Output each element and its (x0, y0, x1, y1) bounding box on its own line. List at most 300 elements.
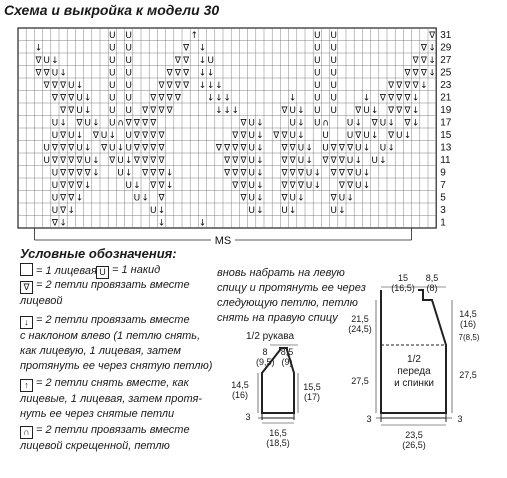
chart-symbol: ∇ (224, 155, 231, 166)
chart-symbol: ∇ (330, 168, 337, 179)
chart-symbol: U (379, 118, 387, 129)
chart-symbol: ∇ (240, 118, 247, 129)
chart-symbol: ∇ (60, 155, 67, 166)
row-number: 25 (440, 67, 452, 79)
chart-symbol: ∇ (142, 168, 149, 179)
chart-symbol: ∇ (240, 155, 247, 166)
body-bottom-width: 23,5 (26,5) (402, 430, 426, 450)
chart-symbol: U (109, 80, 116, 91)
chart-symbol: ↓ (157, 218, 166, 229)
chart-symbol: ∇ (347, 168, 354, 179)
chart-symbol: ↓ (362, 93, 371, 104)
chart-symbol: ∇ (273, 130, 280, 141)
chart-symbol: ∇ (289, 155, 296, 166)
chart-symbol: U (51, 193, 59, 204)
chart-symbol: U (109, 143, 116, 154)
chart-symbol: U (43, 55, 50, 66)
chart-symbol: ∇ (281, 155, 288, 166)
chart-symbol: U (84, 155, 91, 166)
chart-symbol: U (346, 118, 354, 129)
chart-symbol: ∇ (232, 130, 239, 141)
chart-symbol: ↓ (215, 80, 223, 91)
chart-symbol: U (51, 168, 59, 179)
chart-symbol: U (133, 193, 141, 204)
chart-symbol: U (330, 205, 337, 216)
chart-symbol: ↓ (297, 105, 305, 116)
chart-symbol: ↓ (198, 43, 207, 54)
chart-symbol: ∇ (240, 143, 247, 154)
chart-symbol: U (109, 93, 116, 104)
chart-symbol: ∇ (347, 180, 354, 191)
body-bottom-height-right: 3 (457, 414, 463, 424)
chart-symbol: U (322, 143, 329, 154)
chart-symbol: ∇ (240, 180, 247, 191)
chart-symbol: ∇ (68, 193, 75, 204)
k2tog-tbl-symbol: ∩ (20, 426, 33, 439)
chart-symbol: ∇ (330, 193, 337, 204)
chart-symbol: ↓ (354, 118, 363, 129)
chart-symbol: ↓ (313, 168, 322, 179)
chart-symbol: ∇ (297, 180, 304, 191)
chart-symbol: ∇ (355, 130, 362, 141)
chart-symbol: ∇ (60, 130, 67, 141)
chart-symbol: ∇ (215, 143, 222, 154)
chart-symbol: ∇ (289, 168, 296, 179)
chart-symbol: ∇ (150, 143, 157, 154)
chart-symbol: ↓ (411, 93, 420, 104)
chart-symbol: U (330, 68, 337, 79)
chart-symbol: ↓ (141, 193, 149, 204)
chart-symbol: ∇ (166, 68, 173, 79)
chart-symbol: ↓ (428, 68, 436, 79)
chart-symbol: ∇ (338, 180, 345, 191)
sleeve-bottom-height: 3 (245, 412, 251, 422)
chart-symbol: ∇ (68, 105, 75, 116)
s2kp-symbol: ↑ (20, 379, 33, 392)
row-number: 31 (440, 30, 452, 41)
chart-symbol: ↓ (411, 118, 420, 129)
chart-symbol: ∇ (412, 55, 419, 66)
chart-symbol: ∇ (84, 168, 91, 179)
chart-symbol: ∇ (396, 80, 403, 91)
row-number: 23 (440, 80, 452, 91)
chart-symbol: ∇ (396, 105, 403, 116)
chart-symbol: ∇ (281, 143, 288, 154)
row-number: 3 (440, 205, 446, 216)
chart-symbol: U (150, 205, 157, 216)
chart-symbol: ∇ (150, 130, 157, 141)
chart-symbol: ↓ (83, 180, 92, 191)
chart-symbol: U (109, 43, 116, 54)
sleeve-left-height: 14,5 (16) (231, 380, 249, 400)
row-number: 7 (440, 180, 446, 191)
chart-symbol: ∇ (240, 193, 247, 204)
chart-symbol: U (51, 118, 59, 129)
chart-symbol: ↓ (83, 143, 92, 154)
chart-symbol: ∇ (412, 80, 419, 91)
chart-symbol: ↓ (67, 205, 76, 216)
chart-symbol: U (305, 180, 313, 191)
chart-symbol: ∇ (133, 143, 140, 154)
legend-ssk: ↓ = 2 петли провязать вместе с наклоном влево (1 петлю снять, как лицевую, 1 лицевая, затем протянуть ее через снятую петлю) (20, 314, 213, 372)
chart-symbol: ∇ (388, 93, 395, 104)
chart-symbol: ↓ (51, 55, 59, 66)
chart-symbol: ↓ (420, 80, 428, 91)
row-number: 21 (440, 92, 452, 104)
page-title: Схема и выкройка к модели 30 (4, 2, 220, 18)
chart-symbol: U (125, 93, 132, 104)
chart-symbol: ∇ (60, 180, 67, 191)
chart-symbol: ∇ (43, 68, 50, 79)
chart-symbol: ↓ (59, 218, 67, 229)
chart-symbol: ↓ (165, 168, 174, 179)
chart-symbol: ∇ (297, 168, 304, 179)
chart-symbol: U (330, 30, 337, 41)
chart-symbol: ↓ (297, 130, 305, 141)
chart-symbol: ∇ (68, 155, 75, 166)
chart-symbol: ↓ (124, 155, 133, 166)
chart-symbol: ↓ (346, 193, 354, 204)
chart-symbol: ∇ (404, 105, 411, 116)
chart-symbol: ∇ (150, 118, 157, 129)
chart-symbol: ∇ (174, 55, 181, 66)
chart-symbol: ∇ (51, 218, 58, 229)
chart-symbol: ∇ (76, 118, 83, 129)
chart-symbol: ∇ (232, 168, 239, 179)
chart-symbol: U (355, 180, 362, 191)
chart-symbol: ∇ (142, 118, 149, 129)
chart-symbol: ∇ (388, 130, 395, 141)
row-number: 19 (440, 105, 452, 116)
chart-symbol: ∇ (125, 118, 132, 129)
sleeve-right-height: 15,5 (17) (303, 382, 321, 402)
chart-symbol: ↓ (59, 118, 67, 129)
chart-symbol: ∇ (158, 130, 165, 141)
chart-symbol: ↓ (198, 68, 207, 79)
chart-symbol: ∇ (289, 143, 296, 154)
chart-symbol: ↓ (256, 118, 264, 129)
body-label: 1/2 переда и спинки (394, 354, 434, 389)
chart-symbol: ∇ (68, 143, 75, 154)
chart-symbol: ↓ (256, 205, 264, 216)
chart-symbol: ∇ (150, 93, 157, 104)
chart-symbol: ↓ (288, 205, 297, 216)
chart-symbol: ∇ (109, 155, 116, 166)
legend-knit: = 1 лицевая (20, 263, 97, 279)
chart-symbol: ↓ (411, 105, 420, 116)
chart-symbol: ∇ (404, 80, 411, 91)
chart-symbol: ∇ (330, 143, 337, 154)
chart-symbol: ↑ (190, 30, 199, 41)
chart-symbol: ↓ (116, 143, 125, 154)
chart-symbol: ∇ (142, 143, 149, 154)
legend-s2kp: ↑ = 2 петли снять вместе, как лицевые, 1 лицевая, затем протя- нуть ее через снятые петли (20, 377, 203, 420)
chart-symbol: ∇ (338, 168, 345, 179)
chart-symbol: ↓ (428, 43, 436, 54)
chart-symbol: ∇ (142, 105, 149, 116)
chart-symbol: U (109, 118, 116, 129)
row-number: 5 (440, 192, 446, 204)
chart-symbol: U (125, 55, 132, 66)
row-number: 9 (440, 167, 446, 179)
chart-symbol: ↓ (305, 155, 313, 166)
chart-symbol: ∇ (68, 180, 75, 191)
chart-symbol: ↓ (297, 118, 305, 129)
body-neck-width: 15 (16,5) (391, 273, 415, 293)
chart-symbol: ↓ (313, 180, 322, 191)
chart-symbol: ∇ (51, 143, 58, 154)
chart-symbol: ∇ (289, 180, 296, 191)
chart-symbol: ∇ (388, 105, 395, 116)
chart-symbol: U (355, 168, 362, 179)
chart-symbol: U (314, 30, 321, 41)
chart-symbol: ∇ (183, 43, 190, 54)
chart-symbol: ∇ (60, 143, 67, 154)
chart-symbol: U (314, 93, 321, 104)
chart-symbol: ↓ (157, 205, 166, 216)
chart-symbol: ↓ (231, 105, 240, 116)
chart-symbol: ∇ (240, 168, 247, 179)
chart-symbol: ∩ (117, 118, 124, 129)
chart-symbol: ↓ (297, 193, 305, 204)
chart-symbol: ↓ (59, 68, 67, 79)
chart-symbol: ∇ (76, 168, 83, 179)
chart-symbol: ↓ (206, 80, 215, 91)
chart-symbol: ∇ (60, 93, 67, 104)
body-armhole-height: 21,5 (24,5) (348, 314, 372, 334)
chart-symbol: U (68, 130, 75, 141)
chart-symbol: ↓ (288, 93, 297, 104)
chart-symbol: ∇ (150, 105, 157, 116)
chart-symbol: U (109, 30, 116, 41)
chart-symbol: ∇ (281, 193, 288, 204)
chart-symbol: U (289, 118, 296, 129)
chart-symbol: ∇ (330, 155, 337, 166)
chart-symbol: ∇ (68, 93, 75, 104)
chart-symbol: ∇ (142, 130, 149, 141)
sleeve-top-left: 8 (9,5) (256, 347, 275, 367)
chart-symbol: ∇ (396, 93, 403, 104)
chart-symbol: ↓ (165, 180, 174, 191)
chart-symbol: U (51, 180, 59, 191)
chart-symbol: ∇ (404, 93, 411, 104)
chart-symbol: U (125, 105, 132, 116)
chart-symbol: U (330, 80, 337, 91)
chart-symbol: ↓ (215, 105, 223, 116)
chart-symbol: ↓ (83, 93, 92, 104)
chart-symbol: U (76, 143, 83, 154)
chart-symbol: ↓ (75, 130, 84, 141)
chart-symbol: U (109, 105, 116, 116)
chart-symbol: U (109, 55, 116, 66)
chart-symbol: ↓ (34, 43, 43, 54)
chart-symbol: ∇ (158, 168, 165, 179)
chart-symbol: U (248, 205, 255, 216)
chart-symbol: ∇ (420, 55, 427, 66)
chart-symbol: ∇ (35, 68, 42, 79)
chart-symbol: U (109, 68, 116, 79)
chart-symbol: ∇ (101, 143, 108, 154)
chart-symbol: ∇ (60, 168, 67, 179)
chart-symbol: U (363, 105, 370, 116)
row-number: 13 (440, 142, 452, 154)
chart-symbol: ∇ (35, 55, 42, 66)
chart-symbol: ∇ (166, 80, 173, 91)
chart-symbol: ↓ (387, 118, 395, 129)
chart-symbol: ∇ (60, 205, 67, 216)
chart-symbol: ∇ (51, 155, 58, 166)
chart-symbol: U (314, 118, 321, 129)
chart-symbol: U (51, 205, 59, 216)
chart-symbol: U (207, 55, 214, 66)
chart-symbol: U (248, 143, 255, 154)
chart-symbol: ∇ (420, 68, 427, 79)
chart-symbol: ∇ (166, 93, 173, 104)
chart-symbol: U (84, 118, 91, 129)
chart-symbol: ∇ (281, 168, 288, 179)
row-number: 1 (440, 217, 446, 229)
chart-symbol: U (305, 168, 313, 179)
chart-symbol: U (363, 130, 370, 141)
chart-symbol: U (125, 30, 132, 41)
chart-symbol: U (379, 143, 387, 154)
chart-symbol: ↓ (75, 80, 84, 91)
chart-symbol: ↓ (198, 218, 207, 229)
chart-symbol: ↓ (92, 155, 100, 166)
chart-symbol: ∩ (322, 118, 329, 129)
row-number: 11 (440, 155, 451, 166)
body-shape (381, 290, 446, 413)
ssk-symbol: ↓ (20, 316, 33, 329)
chart-symbol: ↓ (124, 168, 133, 179)
chart-symbol: ∇ (338, 155, 345, 166)
chart-symbol: U (314, 43, 321, 54)
chart-symbol: ↓ (198, 80, 207, 91)
chart-symbol: ∇ (338, 143, 345, 154)
chart-symbol: ∇ (322, 155, 329, 166)
legend-k2tog-tbl: ∩ = 2 петли провязать вместе лицевой скрещенной, петлю (20, 424, 190, 452)
chart-symbol: ∇ (174, 68, 181, 79)
chart-symbol: ∇ (142, 155, 149, 166)
chart-symbol: ∇ (51, 80, 58, 91)
chart-symbol: ∇ (183, 80, 190, 91)
chart-symbol: ↓ (108, 130, 117, 141)
chart-symbol: ∇ (281, 105, 288, 116)
sleeve-bottom-width: 16,5 (18,5) (266, 428, 290, 448)
chart-symbol: ↓ (198, 55, 207, 66)
chart-symbol: ∇ (158, 80, 165, 91)
chart-symbol: ↓ (362, 143, 371, 154)
chart-symbol: ∇ (76, 180, 83, 191)
chart-symbol: ∇ (166, 105, 173, 116)
chart-symbol: U (330, 105, 337, 116)
chart-symbol: ∇ (232, 180, 239, 191)
chart-symbol: ↓ (133, 180, 141, 191)
chart-symbol: ∇ (51, 93, 58, 104)
chart-symbol: U (51, 68, 59, 79)
chart-symbol: ↓ (403, 130, 412, 141)
chart-symbol: U (314, 80, 321, 91)
chart-symbol: ∇ (281, 130, 288, 141)
chart-symbol: U (125, 130, 132, 141)
chart-symbol: U (289, 105, 296, 116)
chart-symbol: ↓ (215, 93, 223, 104)
chart-symbol: ∇ (76, 155, 83, 166)
chart-symbol: ↓ (256, 193, 264, 204)
chart-symbol: U (248, 155, 255, 166)
chart-symbol: U (125, 80, 132, 91)
chart-symbol: ∇ (388, 80, 395, 91)
chart-symbol: ↓ (428, 55, 436, 66)
chart-symbol: ∇ (68, 168, 75, 179)
chart-symbol: ∇ (133, 130, 140, 141)
chart-symbol: ∇ (224, 143, 231, 154)
chart-symbol: ∇ (174, 80, 181, 91)
chart-symbol: U (43, 143, 50, 154)
chart-symbol: ∇ (158, 143, 165, 154)
chart-symbol: ∇ (240, 130, 247, 141)
chart-symbol: U (117, 168, 124, 179)
body-right-upper: 14,5 (16) (459, 309, 477, 329)
legend-title: Условные обозначения: (20, 246, 177, 261)
chart-symbol: U (248, 193, 255, 204)
chart-symbol: ∇ (150, 155, 157, 166)
chart-symbol: ↓ (223, 93, 231, 104)
chart-symbol: ∇ (232, 155, 239, 166)
chart-symbol: ↓ (305, 143, 313, 154)
chart-symbol: U (297, 155, 305, 166)
body-right-side: 27,5 (459, 370, 477, 380)
chart-symbol: ∇ (347, 143, 354, 154)
chart-symbol: ∇ (371, 118, 378, 129)
chart-symbol: U (346, 130, 354, 141)
chart-symbol: ↓ (256, 168, 264, 179)
chart-symbol: U (43, 155, 50, 166)
chart-symbol: ↓ (379, 155, 387, 166)
chart-symbol: ↓ (256, 130, 264, 141)
chart-symbol: ↓ (256, 180, 264, 191)
chart-symbol: ∇ (92, 130, 99, 141)
chart-symbol: U (338, 193, 346, 204)
chart-symbol: U (76, 105, 83, 116)
chart-symbol: ∇ (232, 143, 239, 154)
chart-symbol: ↓ (75, 193, 84, 204)
chart-symbol: U (248, 180, 255, 191)
chart-symbol: ↓ (223, 105, 231, 116)
body-shoulder-width: 8,5 (8) (425, 273, 439, 293)
sleeve-top-right: 8,5 (9) (280, 347, 294, 367)
chart-symbol: U (396, 130, 403, 141)
body-left-side: 27,5 (351, 376, 369, 386)
chart-symbol: U (248, 118, 255, 129)
chart-symbol: U (371, 155, 378, 166)
chart-symbol: U (314, 68, 321, 79)
chart-symbol: ∇ (183, 55, 190, 66)
chart-symbol: ↓ (92, 118, 100, 129)
chart-symbol: U (330, 93, 337, 104)
chart-symbol: U (125, 143, 132, 154)
chart-symbol: ↓ (206, 68, 215, 79)
chart-symbol: U (117, 155, 124, 166)
chart-symbol: ↓ (354, 155, 363, 166)
chart-symbol: ∇ (150, 180, 157, 191)
chart-symbol: ∇ (150, 168, 157, 179)
row-number: 15 (440, 130, 452, 141)
chart-symbol: U (76, 93, 83, 104)
chart-symbol: U (51, 130, 59, 141)
chart-symbol: U (248, 168, 255, 179)
chart-symbol: U (281, 205, 288, 216)
